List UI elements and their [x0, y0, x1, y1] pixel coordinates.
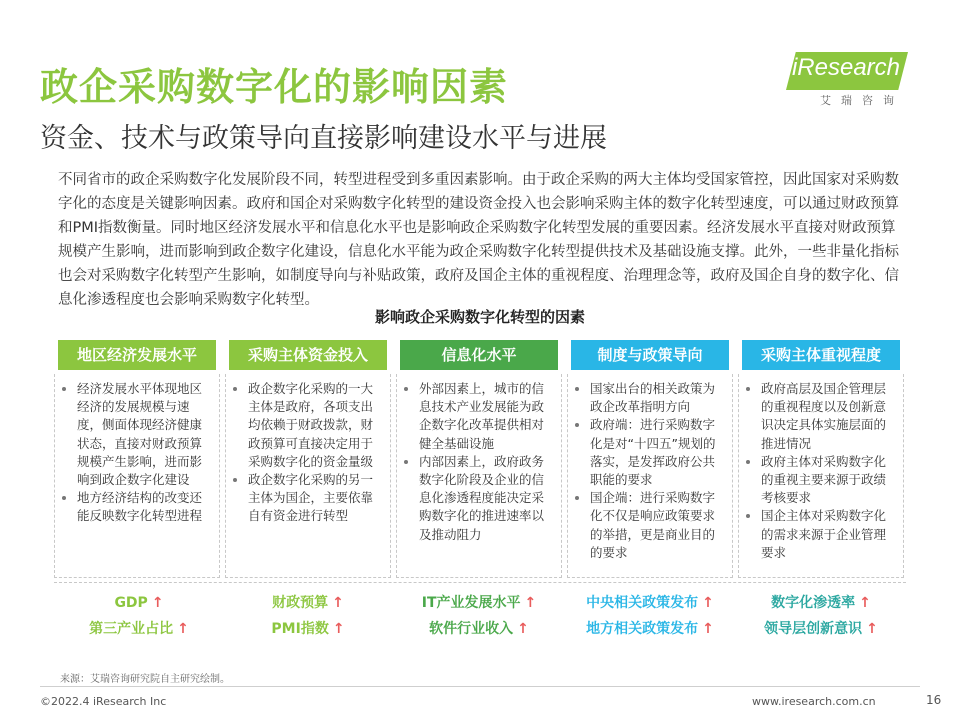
- page-number: 16: [926, 693, 942, 707]
- factor-bullet: • 政府高层及国企管理层的重视程度以及创新意识决定具体实施层面的推进情况: [761, 380, 897, 453]
- factor-header: 地区经济发展水平: [58, 340, 216, 370]
- footer-copyright: ©2022.4 iResearch Inc: [40, 695, 167, 708]
- factor-bullet: • 政企数字化采购的另一主体为国企，主要依靠自有资金进行转型: [248, 471, 384, 526]
- factor-bullet: • 政府端：进行采购数字化是对“十四五”规划的落实，是发挥政府公共职能的要求: [590, 416, 726, 489]
- factor-column-economy: [54, 340, 220, 578]
- indicator: [394, 616, 564, 642]
- indicator: [736, 616, 906, 642]
- indicator: [223, 590, 393, 616]
- footer-website: www.iresearch.com.cn: [752, 695, 876, 708]
- factor-body: [225, 374, 391, 578]
- footer-divider: [40, 686, 920, 687]
- dashed-divider: [54, 582, 906, 583]
- factor-columns: [54, 340, 906, 578]
- indicator-group: [54, 590, 224, 642]
- intro-paragraph: 不同省市的政企采购数字化发展阶段不同，转型进程受到多重因素影响。由于政企采购的两大主体均受国家管控，因此国家对采购数字化的态度是关键影响因素。政府和国企对采购数字化转型的建设资金投入也会影响采购主体的数字化转型速度，可以通过财政预算和PMI指数衡量。同时地区经济发展水平和信息化水平也是影响政企采购数字化转型发展的重要因素。经济发展水平直接对财政预算规模产生影响，进而影响到政企数字化建设，信息化水平能为政企采购数字化转型提供技术及基础设施支撑。此外，一些非量化指标也会对采购数字化转型产生影响，如制度导向与补贴政策，政府及国企主体的重视程度、治理理念等，政府及国企自身的数字化、信息化渗透程度也会影响采购数字化转型。: [58, 172, 899, 308]
- page-title: 政企采购数字化的影响因素: [40, 65, 509, 109]
- indicator: [54, 590, 224, 616]
- up-arrow-icon: ↑: [866, 621, 878, 637]
- factor-bullet: • 国企端：进行采购数字化不仅是响应政策要求的举措，更是商业目的的要求: [590, 489, 726, 562]
- iresearch-logo: [783, 52, 908, 108]
- factor-bullet: • 经济发展水平体现地区经济的发展规模与速度，侧面体现经济健康状态，直接对财政预算规模产生影响，进而影响到政企数字化建设: [77, 380, 213, 489]
- indicator-row: [54, 590, 906, 646]
- factor-header: 信息化水平: [400, 340, 558, 370]
- indicator-label: GDP: [114, 595, 148, 611]
- diagram-title: 影响政企采购数字化转型的因素: [374, 308, 585, 326]
- indicator: [223, 616, 393, 642]
- indicator-group: [565, 590, 735, 642]
- factor-column-informatization: [396, 340, 562, 578]
- indicator-group: [394, 590, 564, 642]
- factor-column-policy: [567, 340, 733, 578]
- factor-bullet: • 地方经济结构的改变还能反映数字化转型进程: [77, 489, 213, 525]
- factor-bullet: • 政府主体对采购数字化的重视主要来源于政绩考核要求: [761, 453, 897, 508]
- factor-column-funding: [225, 340, 391, 578]
- logo-subtitle: 艾瑞咨询: [820, 94, 904, 107]
- indicator-group: [736, 590, 906, 642]
- factor-bullet: • 国企主体对采购数字化的需求来源于企业管理要求: [761, 507, 897, 562]
- factor-body: [396, 374, 562, 578]
- factor-bullet: • 政企数字化采购的一大主体是政府，各项支出均依赖于财政拨款，财政预算可直接决定用于采购数字化的资金量级: [248, 380, 384, 471]
- indicator-label: 第三产业占比: [89, 621, 174, 637]
- up-arrow-icon: ↑: [859, 595, 871, 611]
- indicator-label: 财政预算: [272, 595, 329, 611]
- indicator-label: 地方相关政策发布: [586, 621, 699, 637]
- factor-bullet: • 内部因素上，政府政务数字化阶段及企业的信息化渗透程度能决定采购数字化的推进速率以及推动阻力: [419, 453, 555, 544]
- indicator-group: [223, 590, 393, 642]
- factor-header: 采购主体重视程度: [742, 340, 900, 370]
- indicator-label: IT产业发展水平: [421, 595, 521, 611]
- factor-header: 采购主体资金投入: [229, 340, 387, 370]
- indicator-label: 软件行业收入: [429, 621, 514, 637]
- up-arrow-icon: ↑: [151, 595, 164, 611]
- indicator: [736, 590, 906, 616]
- factor-body: [567, 374, 733, 578]
- up-arrow-icon: ↑: [524, 595, 537, 611]
- indicator: [565, 616, 735, 642]
- indicator: [54, 616, 224, 642]
- up-arrow-icon: ↑: [517, 621, 529, 637]
- up-arrow-icon: ↑: [702, 595, 714, 611]
- logo-wordmark: iResearch: [791, 54, 900, 81]
- indicator-label: 中央相关政策发布: [586, 595, 699, 611]
- factor-header: 制度与政策导向: [571, 340, 729, 370]
- up-arrow-icon: ↑: [332, 595, 344, 611]
- up-arrow-icon: ↑: [177, 621, 189, 637]
- factor-bullet: • 外部因素上，城市的信息技术产业发展能为政企数字化改革提供相对健全基础设施: [419, 380, 555, 453]
- indicator: [565, 590, 735, 616]
- factor-body: [54, 374, 220, 578]
- indicator-label: 领导层创新意识: [764, 621, 863, 637]
- factor-column-attention: [738, 340, 904, 578]
- indicator: [394, 590, 564, 616]
- up-arrow-icon: ↑: [702, 621, 714, 637]
- up-arrow-icon: ↑: [332, 621, 345, 637]
- factor-bullet: • 国家出台的相关政策为政企改革指明方向: [590, 380, 726, 416]
- source-note: 来源：艾瑞咨询研究院自主研究绘制。: [60, 674, 230, 685]
- indicator-label: PMI指数: [271, 621, 329, 637]
- page-subtitle: 资金、技术与政策导向直接影响建设水平与进展: [40, 123, 607, 154]
- indicator-label: 数字化渗透率: [771, 595, 856, 611]
- factor-body: [738, 374, 904, 578]
